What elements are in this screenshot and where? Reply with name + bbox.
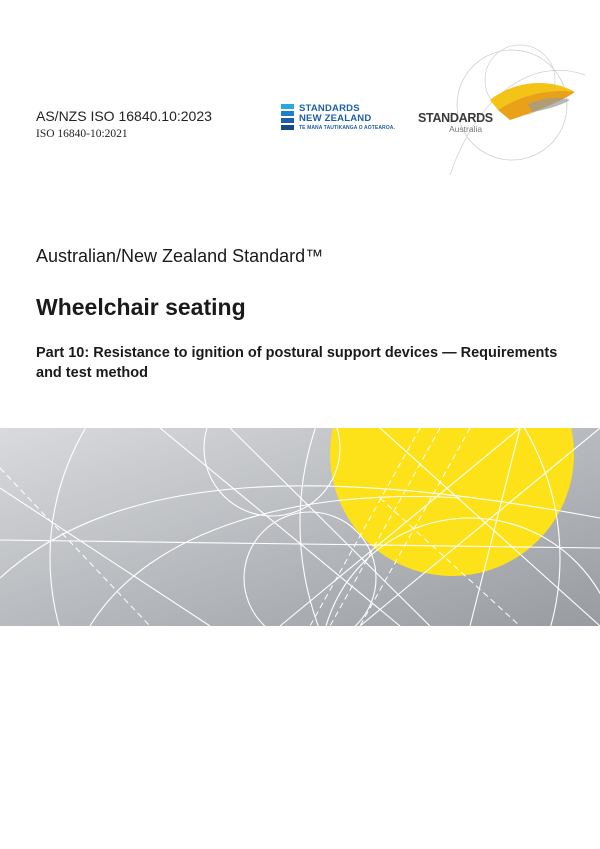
snz-logo-tagline: TE MANA TAUTIKANGA O AOTEAROA. [299, 125, 395, 131]
page-subtitle: Part 10: Resistance to ignition of postural support devices — Requirements and test method [36, 345, 558, 381]
snz-logo-line2: NEW ZEALAND [299, 113, 372, 124]
series-title: Australian/New Zealand Standard™ [36, 246, 324, 266]
page-title: Wheelchair seating [36, 294, 246, 320]
standards-nz-mark-icon [281, 104, 294, 131]
standards-nz-logo [281, 104, 395, 132]
document-codes [36, 108, 212, 142]
standards-australia-subtitle: Australia [449, 124, 483, 134]
secondary-standard-code: ISO 16840-10:2021 [36, 128, 128, 140]
standards-australia-wordmark: STANDARDS [418, 111, 493, 125]
primary-standard-code: AS/NZS ISO 16840.10:2023 [36, 108, 212, 124]
decorative-geometric-band [0, 428, 600, 626]
snz-logo-line1: STANDARDS [299, 103, 360, 114]
